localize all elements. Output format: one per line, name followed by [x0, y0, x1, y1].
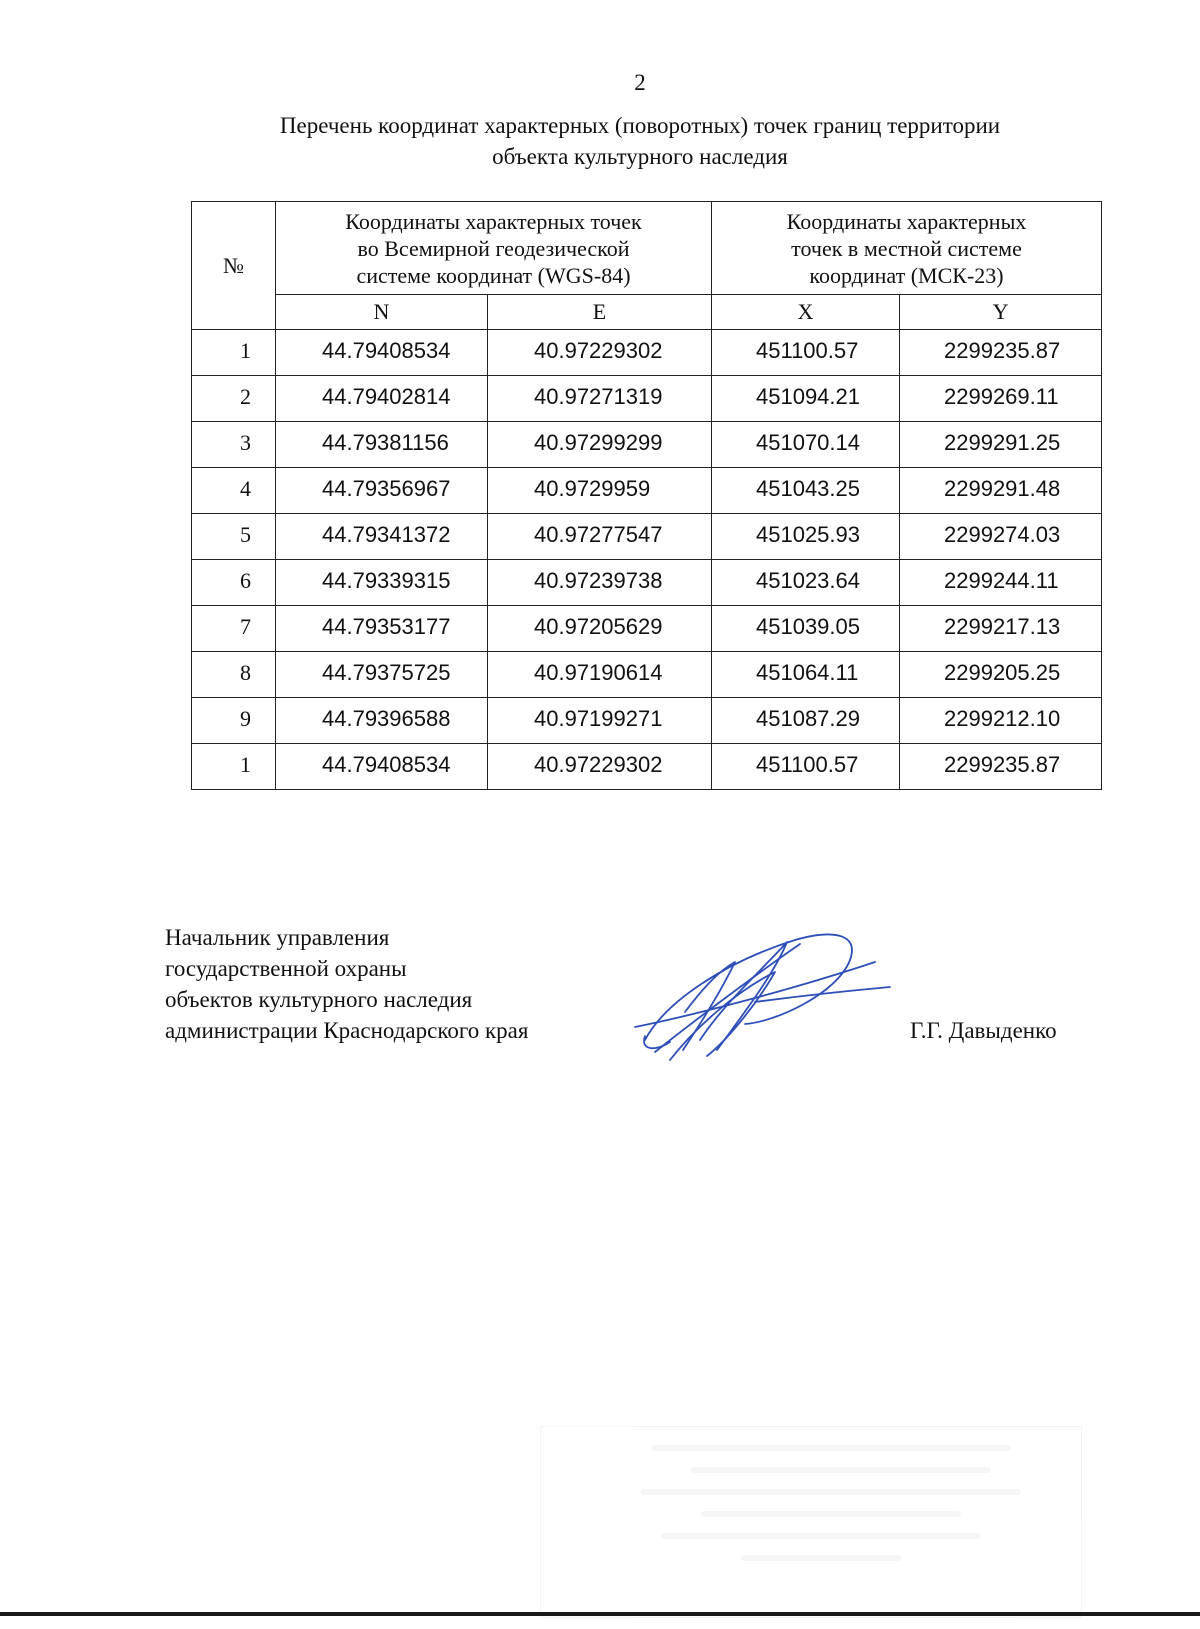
cell-x: 451100.57 [712, 744, 900, 790]
signer-position-line: государственной охраны [165, 956, 407, 981]
column-group-wgs84-line: во Всемирной геодезической [357, 235, 630, 261]
cell-y: 2299212.10 [900, 698, 1102, 744]
cell-x: 451100.57 [712, 330, 900, 376]
signer-position-line: Начальник управления [165, 925, 390, 950]
cell-x: 451039.05 [712, 606, 900, 652]
cell-e: 40.97205629 [488, 606, 712, 652]
cell-y: 2299291.25 [900, 422, 1102, 468]
cell-n: 44.79402814 [276, 376, 488, 422]
cell-e: 40.97199271 [488, 698, 712, 744]
document-title-line-1: Перечень координат характерных (поворотных) точек границ территории [279, 113, 1001, 138]
cell-number: 1 [192, 330, 276, 376]
table-header-row [192, 202, 1102, 295]
table-row [192, 744, 1102, 790]
cell-e: 40.97271319 [488, 376, 712, 422]
column-header-e: E [488, 295, 712, 330]
column-group-msk23 [712, 202, 1102, 295]
cell-x: 451025.93 [712, 514, 900, 560]
cell-n: 44.79408534 [276, 330, 488, 376]
cell-number: 7 [192, 606, 276, 652]
table-body [192, 330, 1102, 790]
cell-y: 2299269.11 [900, 376, 1102, 422]
column-header-x: X [712, 295, 900, 330]
table-row [192, 422, 1102, 468]
table-row [192, 330, 1102, 376]
cell-number: 9 [192, 698, 276, 744]
cell-x: 451043.25 [712, 468, 900, 514]
cell-number: 5 [192, 514, 276, 560]
cell-e: 40.97229302 [488, 744, 712, 790]
signer-position [165, 922, 528, 1046]
cell-e: 40.97229302 [488, 330, 712, 376]
page-number: 2 [634, 70, 646, 95]
coordinates-table [191, 201, 1102, 790]
cell-n: 44.79408534 [276, 744, 488, 790]
cell-e: 40.9729959 [488, 468, 712, 514]
cell-y: 2299274.03 [900, 514, 1102, 560]
cell-e: 40.97299299 [488, 422, 712, 468]
column-group-msk23-line: координат (МСК-23) [809, 262, 1004, 288]
cell-n: 44.79375725 [276, 652, 488, 698]
document-title [190, 110, 1090, 172]
cell-y: 2299244.11 [900, 560, 1102, 606]
column-group-wgs84 [276, 202, 712, 295]
cell-e: 40.97239738 [488, 560, 712, 606]
cell-number: 3 [192, 422, 276, 468]
table-row [192, 606, 1102, 652]
cell-number: 4 [192, 468, 276, 514]
column-group-wgs84-line: системе координат (WGS-84) [356, 262, 631, 288]
cell-x: 451094.21 [712, 376, 900, 422]
table-subheader-row [192, 295, 1102, 330]
table-row [192, 652, 1102, 698]
cell-x: 451070.14 [712, 422, 900, 468]
table-row [192, 560, 1102, 606]
cell-number: 6 [192, 560, 276, 606]
cell-n: 44.79339315 [276, 560, 488, 606]
column-group-msk23-line: точек в местной системе [791, 235, 1022, 261]
scan-bottom-edge [0, 1612, 1200, 1616]
column-group-wgs84-line: Координаты характерных точек [345, 208, 642, 234]
column-header-n: N [276, 295, 488, 330]
signer-position-line: объектов культурного наследия [165, 987, 473, 1012]
cell-n: 44.79356967 [276, 468, 488, 514]
table-row [192, 376, 1102, 422]
document-title-line-2: объекта культурного наследия [492, 144, 788, 169]
handwritten-signature [625, 932, 895, 1082]
cell-e: 40.97277547 [488, 514, 712, 560]
cell-y: 2299205.25 [900, 652, 1102, 698]
cell-e: 40.97190614 [488, 652, 712, 698]
cell-number: 1 [192, 744, 276, 790]
table-row [192, 468, 1102, 514]
table-row [192, 698, 1102, 744]
cell-n: 44.79381156 [276, 422, 488, 468]
signer-name: Г.Г. Давыденко [910, 1018, 1057, 1043]
cell-n: 44.79396588 [276, 698, 488, 744]
cell-number: 2 [192, 376, 276, 422]
cell-x: 451064.11 [712, 652, 900, 698]
cell-x: 451023.64 [712, 560, 900, 606]
faint-stamp-imprint [540, 1426, 1082, 1618]
cell-y: 2299235.87 [900, 330, 1102, 376]
column-header-number: № [192, 202, 276, 330]
cell-y: 2299291.48 [900, 468, 1102, 514]
cell-n: 44.79353177 [276, 606, 488, 652]
column-header-y: Y [900, 295, 1102, 330]
table-row [192, 514, 1102, 560]
signer-position-line: администрации Краснодарского края [165, 1018, 529, 1043]
cell-n: 44.79341372 [276, 514, 488, 560]
cell-x: 451087.29 [712, 698, 900, 744]
column-group-msk23-line: Координаты характерных [786, 208, 1027, 234]
cell-number: 8 [192, 652, 276, 698]
cell-y: 2299217.13 [900, 606, 1102, 652]
cell-y: 2299235.87 [900, 744, 1102, 790]
